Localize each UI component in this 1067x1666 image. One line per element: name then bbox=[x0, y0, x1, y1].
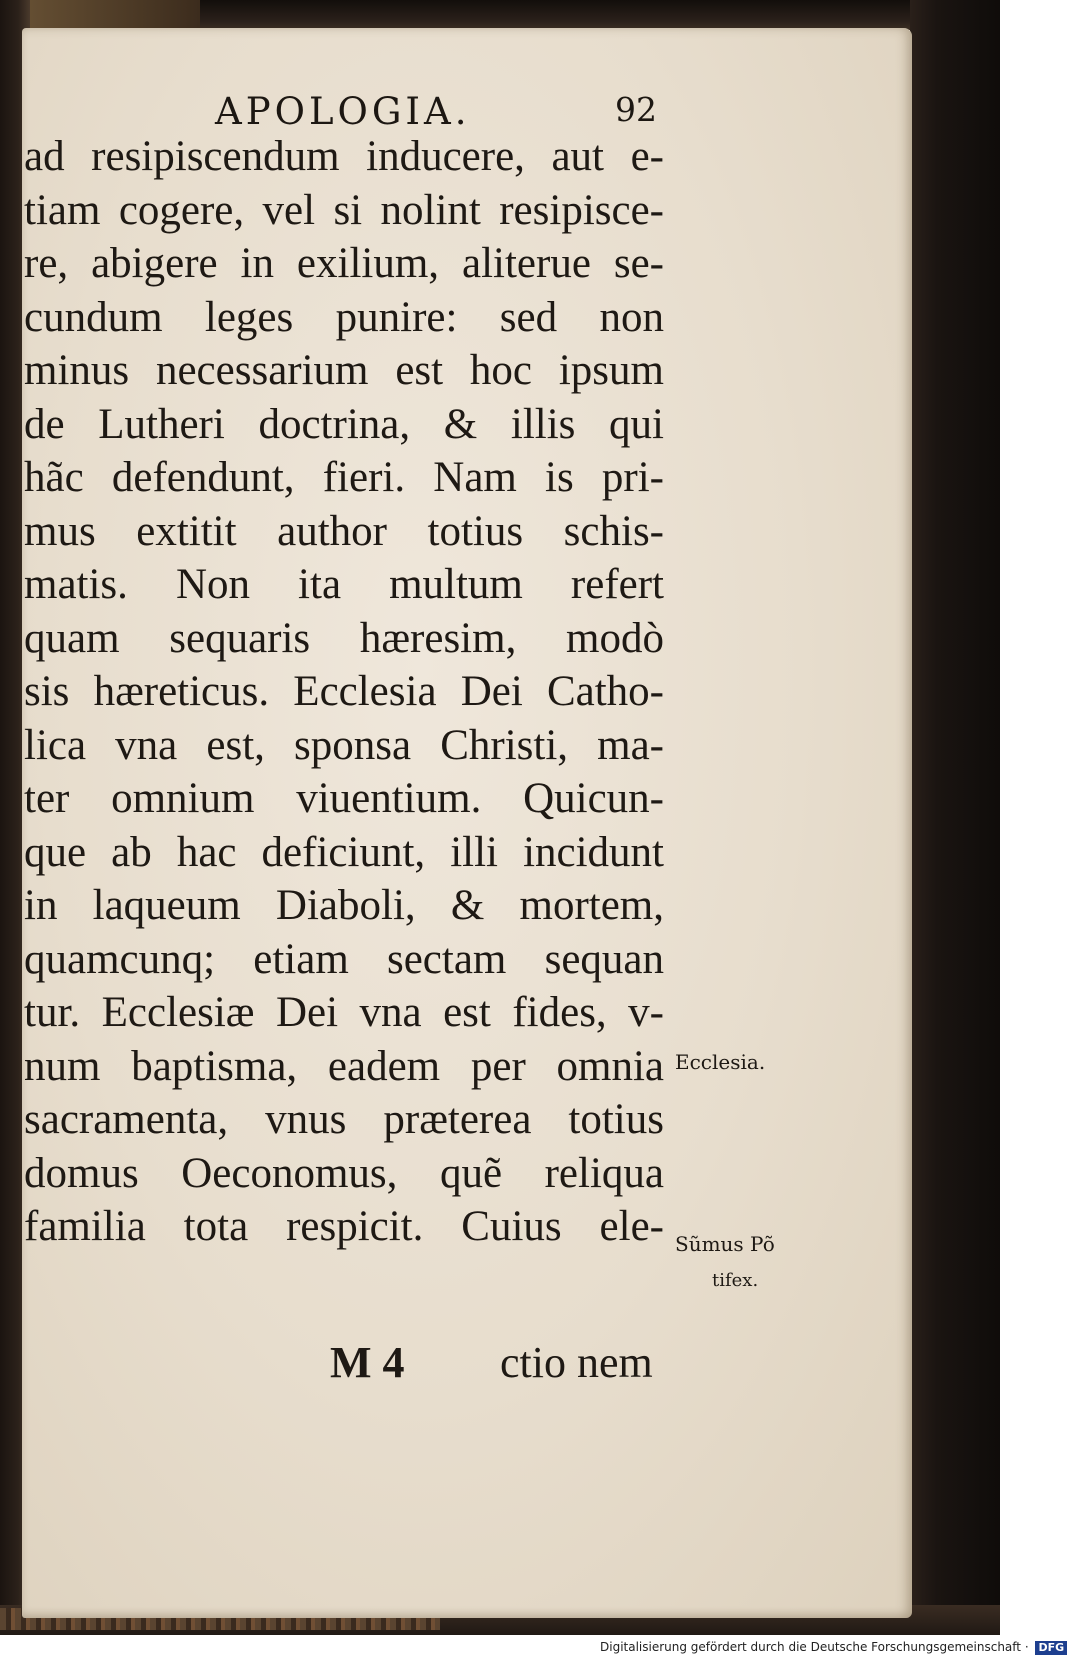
credit-text: Digitalisierung gefördert durch die Deutsche Forschungsgemeinschaft · bbox=[600, 1640, 1029, 1654]
text-line: de Lutheri doctrina, & illis qui bbox=[24, 400, 664, 448]
body-text bbox=[24, 130, 664, 1254]
text-line: sacramenta, vnus præterea totius bbox=[24, 1096, 664, 1143]
signature-mark: M 4 bbox=[330, 1338, 405, 1387]
text-line: minus necessarium est hoc ipsum bbox=[24, 347, 664, 394]
marginal-note-summus-pontifex: Sũmus Põ bbox=[675, 1232, 775, 1256]
text-line: cundum leges punire: sed non bbox=[24, 293, 664, 341]
text-line: sis hæreticus. Ecclesia Dei Catho- bbox=[24, 668, 664, 715]
text-line: tiam cogere, vel si nolint resipisce- bbox=[24, 186, 664, 234]
catchword: ctio nem bbox=[500, 1338, 653, 1387]
text-line: quamcunq; etiam sectam sequan bbox=[24, 935, 664, 983]
dfg-logo: DFG bbox=[1035, 1641, 1067, 1655]
text-line: familia tota respicit. Cuius ele- bbox=[24, 1203, 664, 1250]
text-line: que ab hac deficiunt, illi incidunt bbox=[24, 828, 664, 876]
text-line: domus Oeconomus, quẽ reliqua bbox=[24, 1149, 664, 1197]
digitization-credit bbox=[600, 1640, 1067, 1655]
text-line: hãc defendunt, fieri. Nam is pri- bbox=[24, 454, 664, 501]
page-number: 92 bbox=[615, 90, 657, 129]
scan-border-right bbox=[910, 0, 1000, 1630]
marginal-note-ecclesia: Ecclesia. bbox=[675, 1050, 766, 1074]
text-line: quam sequaris hæresim, modò bbox=[24, 614, 664, 662]
text-line: re, abigere in exilium, aliterue se- bbox=[24, 240, 664, 287]
text-line: mus extitit author totius schis- bbox=[24, 507, 664, 555]
text-line: ad resipiscendum inducere, aut e- bbox=[24, 133, 664, 180]
text-line: num baptisma, eadem per omnia bbox=[24, 1042, 664, 1090]
marginal-note-tifex: tifex. bbox=[712, 1270, 759, 1291]
text-line: in laqueum Diaboli, & mortem, bbox=[24, 882, 664, 929]
text-line: tur. Ecclesiæ Dei vna est fides, v- bbox=[24, 989, 664, 1036]
text-line: lica vna est, sponsa Christi, ma- bbox=[24, 721, 664, 769]
text-line: matis. Non ita multum refert bbox=[24, 561, 664, 608]
text-line: ter omnium viuentium. Quicun- bbox=[24, 775, 664, 822]
running-head: APOLOGIA. bbox=[215, 90, 471, 133]
